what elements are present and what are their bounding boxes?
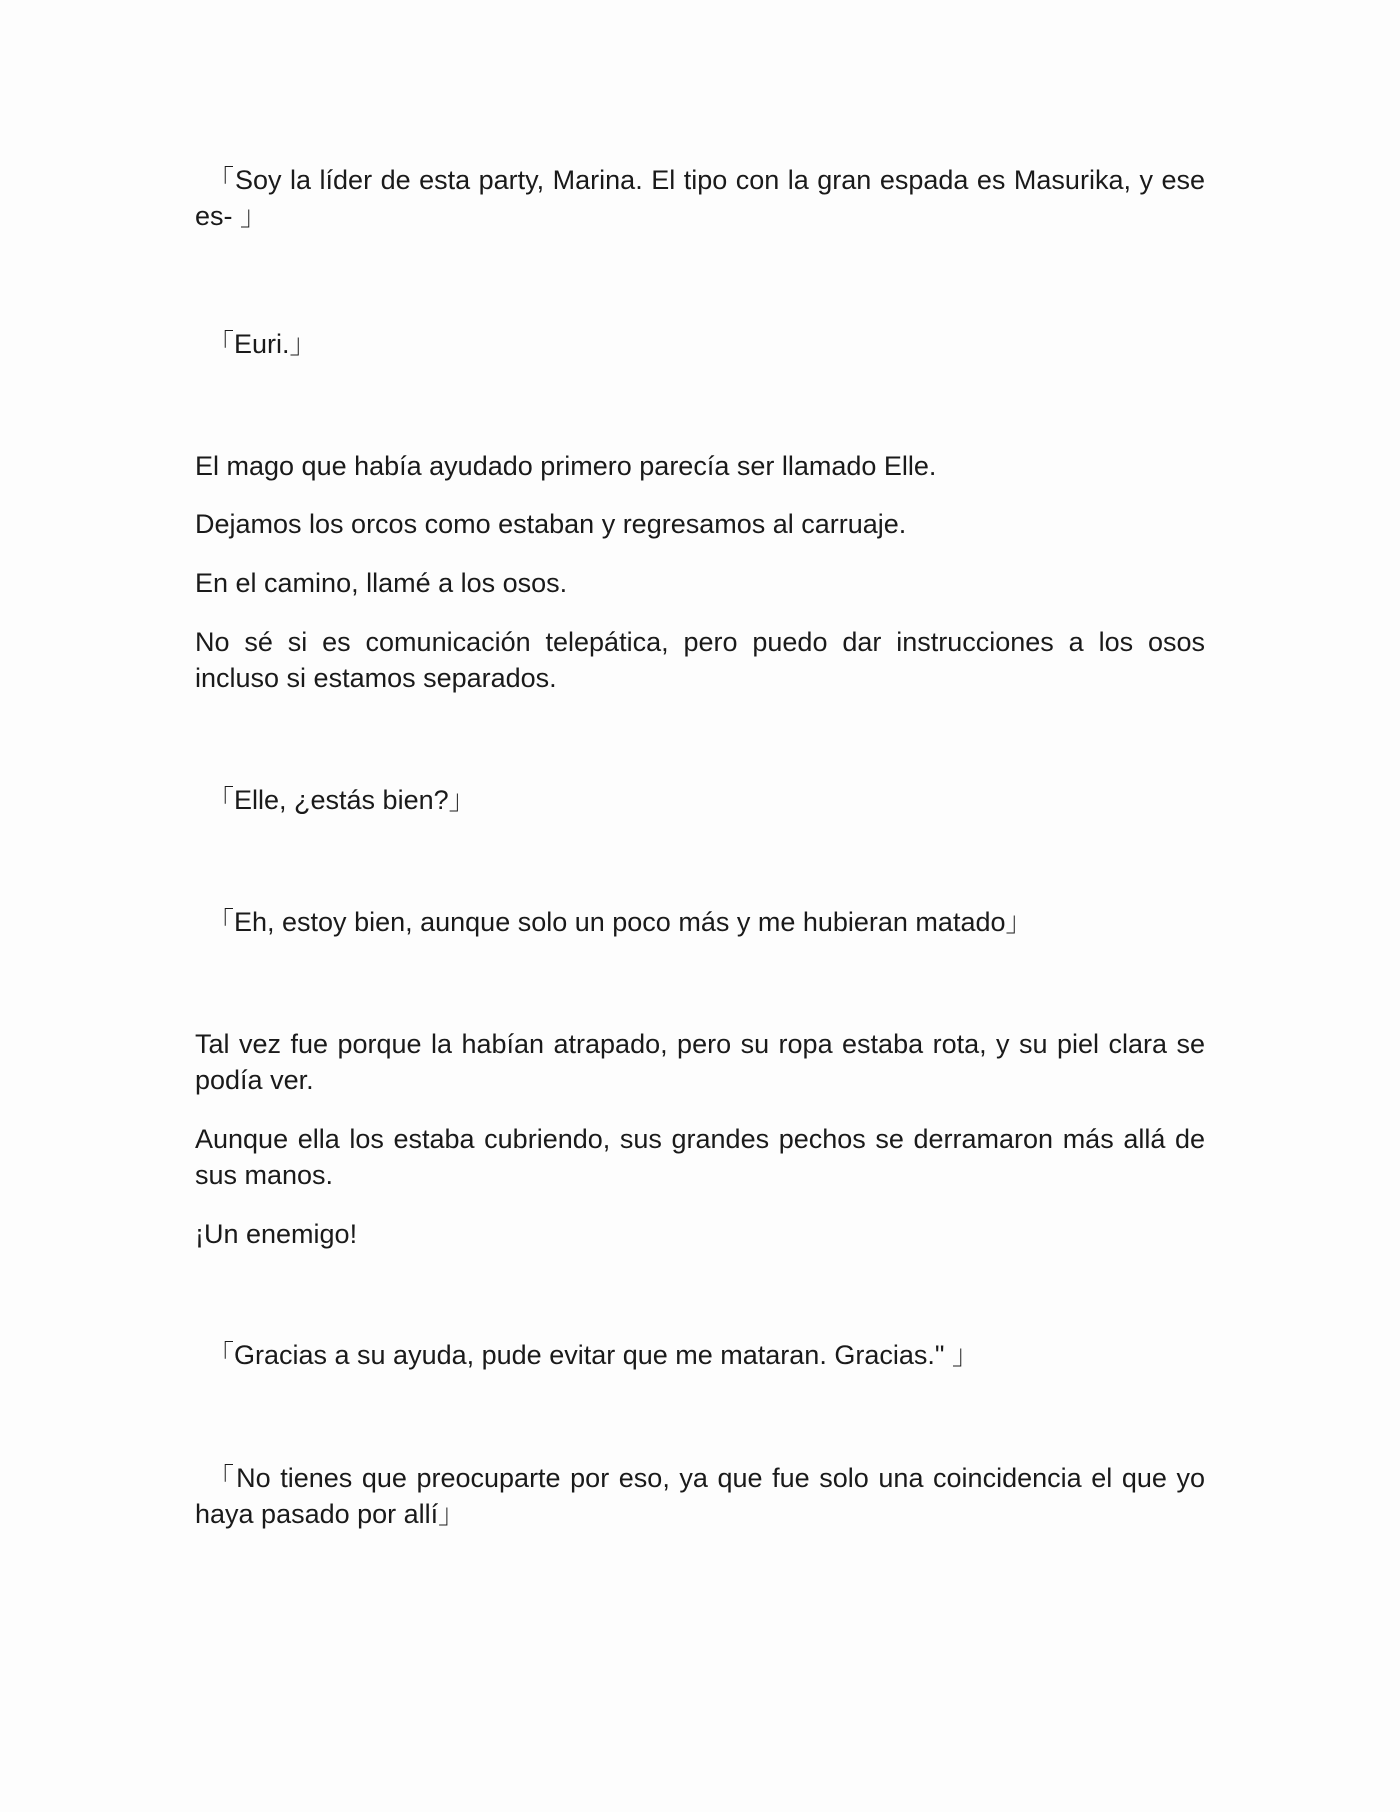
dialogue-paragraph: 「Gracias a su ayuda, pude evitar que me mataran. Gracias." 」 [207, 1340, 979, 1370]
narration-paragraph: No sé si es comunicación telepática, pero puedo dar instrucciones a los osos incluso si estamos separados. [195, 627, 1205, 693]
narration-paragraph: Dejamos los orcos como estaban y regresamos al carruaje. [195, 509, 907, 539]
dialogue-paragraph: 「Eh, estoy bien, aunque solo un poco más y me hubieran matado」 [207, 907, 1033, 937]
dialogue-paragraph: 「No tienes que preocuparte por eso, ya que fue solo una coincidencia el que yo haya pasado por allí」 [195, 1463, 1205, 1529]
dialogue-paragraph: 「Elle, ¿estás bien?」 [207, 785, 476, 815]
narration-paragraph: En el camino, llamé a los osos. [195, 568, 568, 598]
dialogue-paragraph: 「Euri.」 [207, 329, 317, 359]
dialogue-paragraph: 「Soy la líder de esta party, Marina. El tipo con la gran espada es Masurika, y ese es- 」 [195, 165, 1205, 231]
narration-paragraph: Tal vez fue porque la habían atrapado, pero su ropa estaba rota, y su piel clara se podía ver. [195, 1029, 1205, 1095]
narration-paragraph: Aunque ella los estaba cubriendo, sus grandes pechos se derramaron más allá de sus manos. [195, 1124, 1205, 1190]
narration-paragraph: ¡Un enemigo! [195, 1219, 358, 1249]
narration-paragraph: El mago que había ayudado primero parecía ser llamado Elle. [195, 451, 937, 481]
